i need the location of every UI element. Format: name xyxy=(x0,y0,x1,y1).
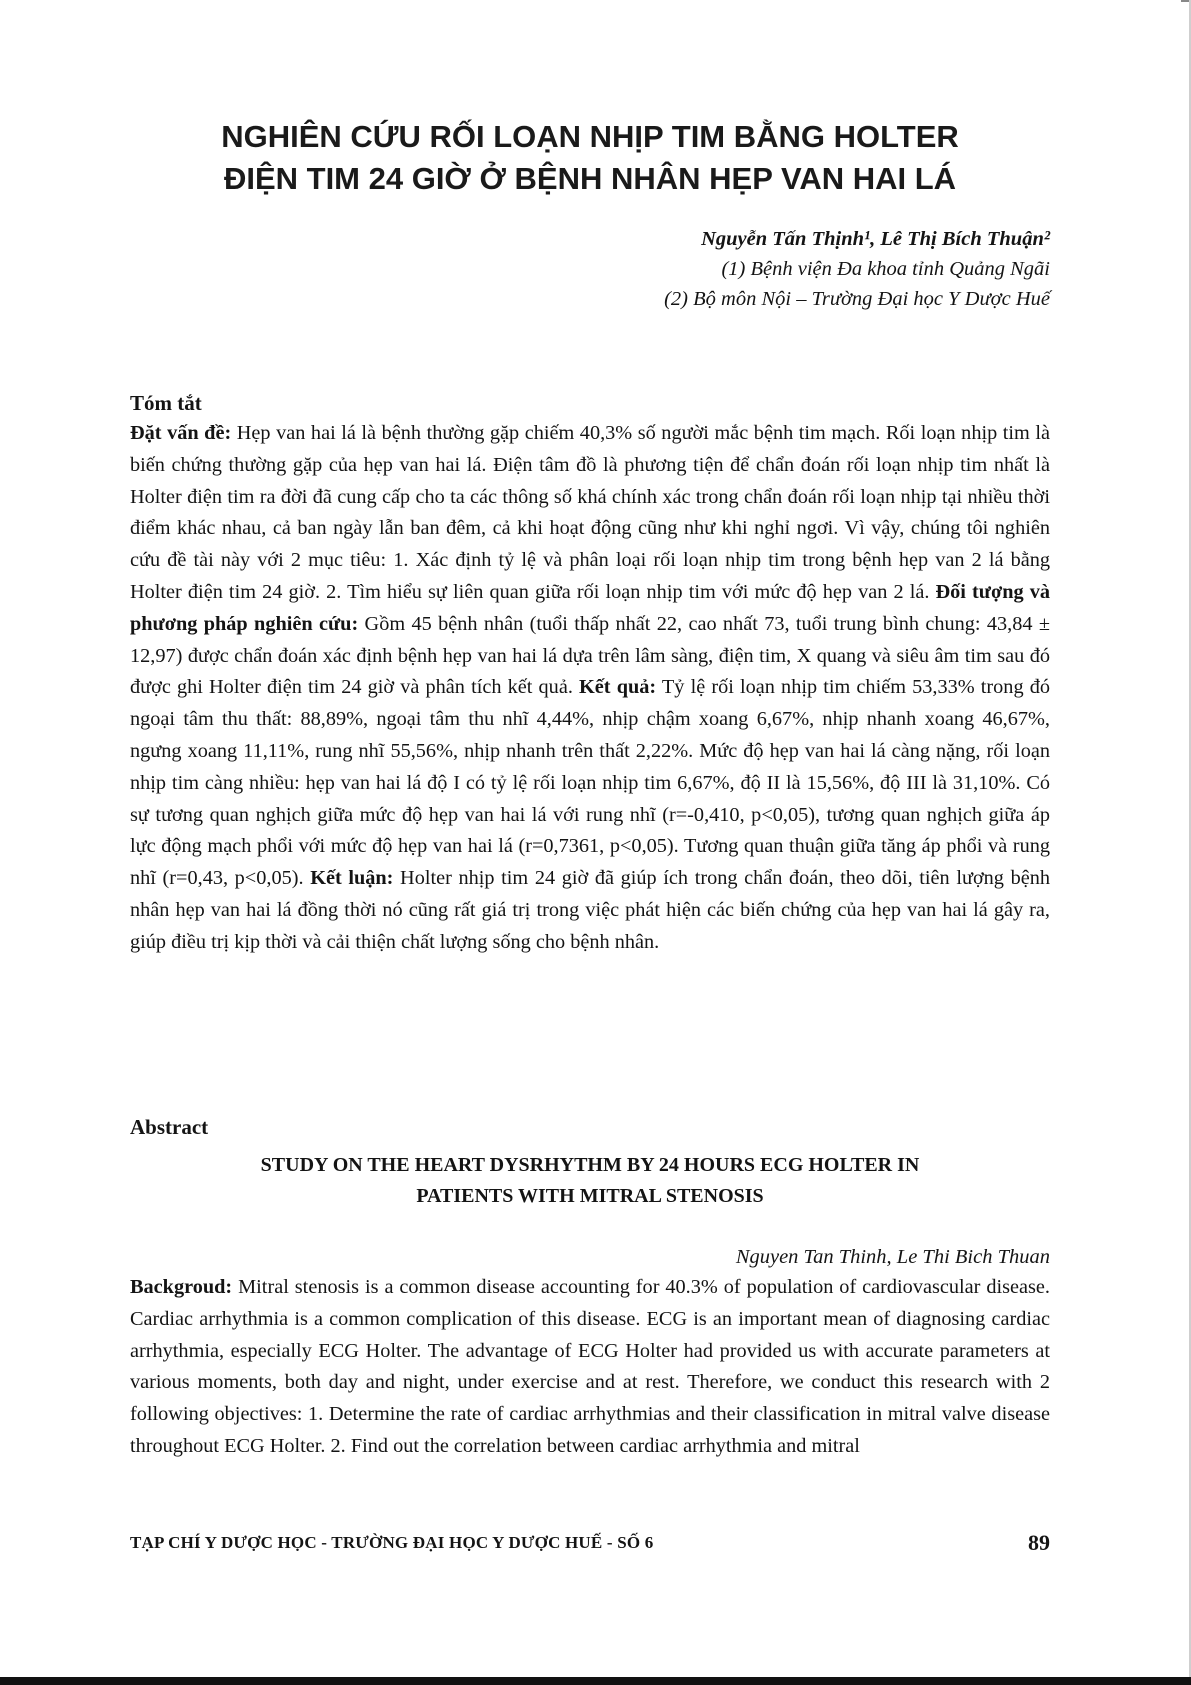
journal-name: TẠP CHÍ Y DƯỢC HỌC - TRƯỜNG ĐẠI HỌC Y DƯỢC HUẾ - SỐ 6 xyxy=(130,1533,654,1552)
scan-bottom-border xyxy=(0,1677,1191,1685)
article-title-line-1: NGHIÊN CỨU RỐI LOẠN NHỊP TIM BẰNG HOLTER xyxy=(221,119,959,154)
summary-background-text: Hẹp van hai lá là bệnh thường gặp chiếm 40,3% số người mắc bệnh tim mạch. Rối loạn nhịp tim là biến chứng thường gặp của hẹp van hai lá. Điện tâm đồ là phương tiện để chẩn đoán rối loạn nhịp tim nhất là Holter điện tim ra đời đã cung cấp cho ta các thông số khá chính xác trong chẩn đoán rối loạn nhịp tại nhiều thời điểm khác nhau, cả ban ngày lẫn ban đêm, cả khi hoạt động cũng như khi nghỉ ngơi. Vì vậy, chúng tôi nghiên cứu đề tài này với 2 mục tiêu: 1. Xác định tỷ lệ và phân loại rối loạn nhịp tim trong bệnh hẹp van 2 lá bằng Holter điện tim 24 giờ. 2. Tìm hiểu sự liên quan giữa rối loạn nhịp tim với mức độ hẹp van 2 lá. xyxy=(130,422,1051,603)
abstract-title-line-2: PATIENTS WITH MITRAL STENOSIS xyxy=(416,1185,764,1207)
abstract-authors: Nguyen Tan Thinh, Le Thi Bich Thuan xyxy=(735,1246,1050,1268)
summary-results-text: Tỷ lệ rối loạn nhịp tim chiếm 53,33% trong đó ngoại tâm thu thất: 88,89%, ngoại tâm thu nhĩ 4,44%, nhịp chậm xoang 6,67%, nhịp nhanh xoang 46,67%, ngưng xoang 11,11%, rung nhĩ 55,56%, nhịp nhanh trên thất 2,22%. Mức độ hẹp van hai lá càng nặng, rối loạn nhịp tim càng nhiều: hẹp van hai lá độ I có tỷ lệ rối loạn nhịp tim 6,67%, độ II là 15,56%, độ III là 31,10%. Có sự tương quan nghịch giữa mức độ hẹp van hai lá với rung nhĩ (r=-0,410, p<0,05), tương quan nghịch giữa áp lực động mạch phổi với mức độ hẹp van hai lá (r=0,7361, p<0,05). Tương quan thuận giữa tăng áp phổi và rung nhĩ (r=0,43, p<0,05). xyxy=(130,676,1050,890)
article-title xyxy=(150,116,1030,200)
scan-edge-tick xyxy=(1181,0,1189,2)
page-footer xyxy=(130,1530,1050,1555)
abstract-paragraph xyxy=(130,1272,1050,1463)
article-title-line-2: ĐIỆN TIM 24 GIỜ Ở BỆNH NHÂN HẸP VAN HAI LÁ xyxy=(223,161,957,196)
summary-results-label: Kết quả: xyxy=(579,676,657,699)
author-block xyxy=(664,224,1050,314)
abstract-heading: Abstract xyxy=(130,1115,209,1139)
summary-conclusion-label: Kết luận: xyxy=(310,867,394,890)
abstract-background-label: Backgroud: xyxy=(130,1276,233,1298)
summary-background-label: Đặt vấn đề: xyxy=(130,422,232,444)
summary-section xyxy=(130,388,1050,959)
summary-methods-text: Gồm 45 bệnh nhân (tuổi thấp nhất 22, cao nhất 73, tuổi trung bình chung: 43,84 ± 12,97) được chẩn đoán xác định bệnh hẹp van hai lá dựa trên lâm sàng, điện tim, X quang và siêu âm tim sau đó được ghi Holter điện tim 24 giờ và phân tích kết quả. xyxy=(130,612,1050,699)
summary-heading: Tóm tắt xyxy=(130,391,202,415)
affiliation-1: (1) Bệnh viện Đa khoa tỉnh Quảng Ngãi xyxy=(721,258,1050,280)
summary-paragraph xyxy=(130,418,1050,959)
author-names: Nguyễn Tấn Thịnh¹, Lê Thị Bích Thuận² xyxy=(701,228,1050,250)
page-number: 89 xyxy=(1028,1530,1050,1555)
summary-methods-label: Đối tượng và phương pháp nghiên cứu: xyxy=(130,580,1050,635)
affiliation-2: (2) Bộ môn Nội – Trường Đại học Y Dược Huế xyxy=(664,288,1050,310)
abstract-background-text: Mitral stenosis is a common disease accounting for 40.3% of population of cardiovascular disease. Cardiac arrhythmia is a common complication of this disease. ECG is an important mean of diagnosing cardiac arrhythmia, especially ECG Holter. The advantage of ECG Holter had provided us with accurate parameters at various moments, both day and night, under exercise and at rest. Therefore, we conduct this research with 2 following objectives: 1. Determine the rate of cardiac arrhythmias and their classification in mitral valve disease throughout ECG Holter. 2. Find out the correlation between cardiac arrhythmia and mitral xyxy=(130,1276,1050,1457)
abstract-heading-block xyxy=(130,1112,1050,1142)
summary-conclusion-text: Holter nhịp tim 24 giờ đã giúp ích trong chẩn đoán, theo dõi, tiên lượng bệnh nhân hẹp van hai lá đồng thời nó cũng rất giá trị trong việc phát hiện các biến chứng của hẹp van hai lá gây ra, giúp điều trị kịp thời và cải thiện chất lượng sống cho bệnh nhân. xyxy=(130,867,1050,953)
abstract-section xyxy=(130,1272,1050,1463)
abstract-title xyxy=(150,1150,1030,1212)
abstract-title-line-1: STUDY ON THE HEART DYSRHYTHM BY 24 HOURS ECG HOLTER IN xyxy=(260,1154,920,1176)
